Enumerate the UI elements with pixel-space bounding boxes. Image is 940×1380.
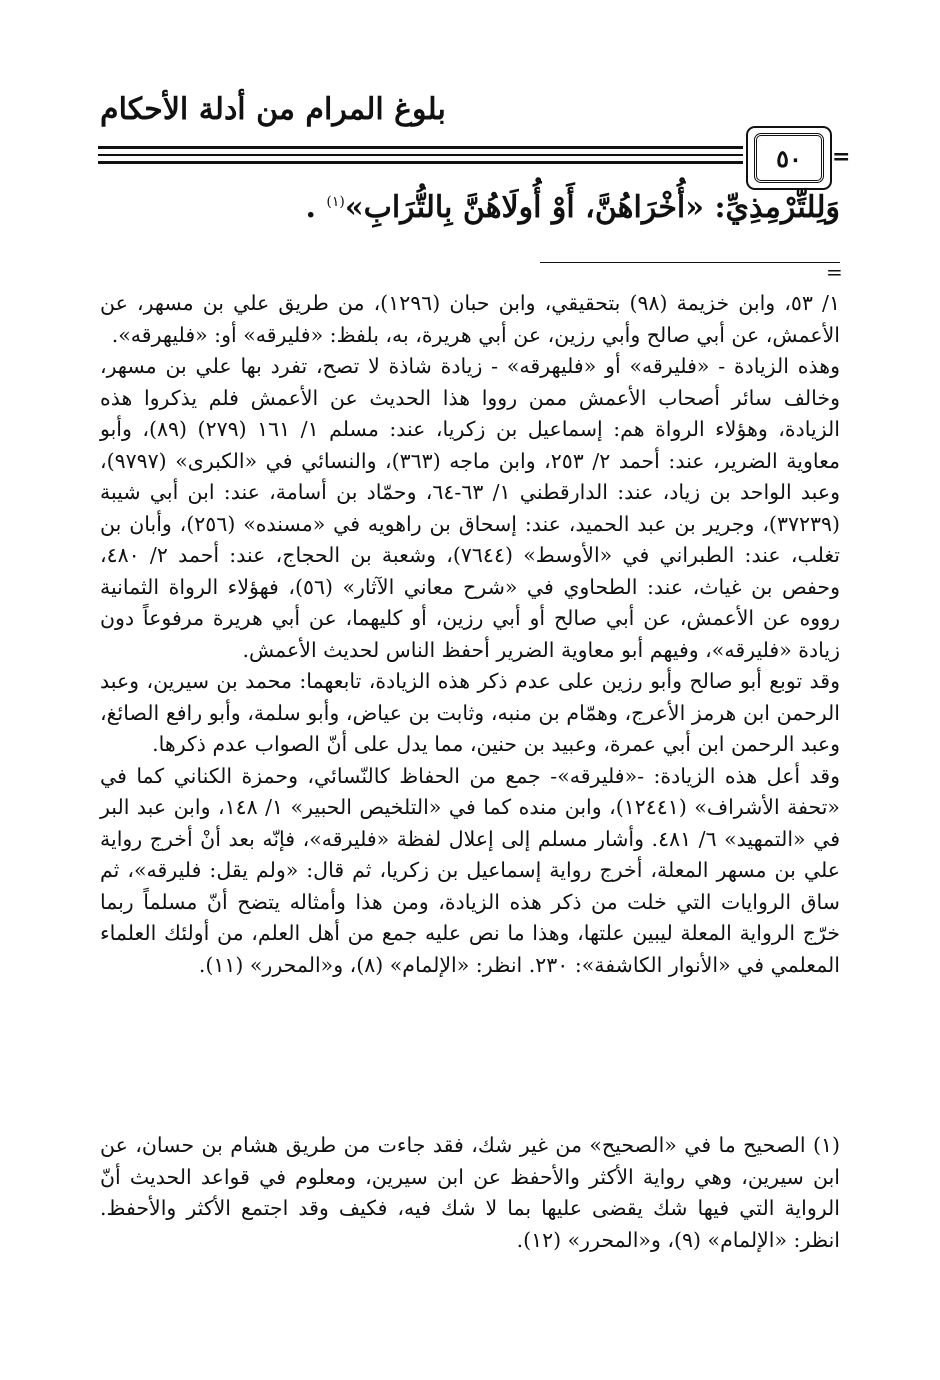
header-rule-thick-bottom [98,161,743,164]
page-number-frame [746,126,832,190]
footnote-separator [540,262,840,263]
hadith-end: . [305,190,316,225]
note-paragraph: وهذه الزيادة - «فليرقه» أو «فليهرقه» - زيادة شاذة لا تصح، تفرد بها علي بن مسهر، وخالف سائر أصحاب الأعمش ممن رووا هذا الحديث عن الأعمش فلم يذكروا هذه الزيادة، وهؤلاء الرواة هم: إسماعيل بن زكريا، عند: مسلم ١/ ١٦١ (٢٧٩) (٨٩)، وأبو معاوية الضرير، عند: أحمد ٢/ ٢٥٣، وابن ماجه (٣٦٣)، والنسائي في «الكبرى» (٩٧٩٧)، وعبد الواحد بن زياد، عند: الدارقطني ١/ ٦٣-٦٤، وحمّاد بن أسامة، عند: ابن أبي شيبة (٣٧٢٣٩)، وجرير بن عبد الحميد، عند: إسحاق بن راهويه في «مسنده» (٢٥٦)، وأبان بن تغلب، عند: الطبراني في «الأوسط» (٧٦٤٤)، وشعبة بن الحجاج، عند: أحمد ٢/ ٤٨٠، وحفص بن غياث، عند: الطحاوي في «شرح معاني الآثار» (٥٦)، فهؤلاء الرواة الثمانية رووه عن الأعمش، عن أبي صالح أو أبي رزين، أو كليهما، عن أبي هريرة مرفوعاً دون زيادة «فليرقه»، وفيهم أبو معاوية الضرير أحفظ الناس لحديث الأعمش. [100,354,841,662]
continued-footnote-block [100,288,840,981]
hadith-body: وَلِلتِّرْمِذِيِّ: «أُخْرَاهُنَّ، أَوْ أُولَاهُنَّ بِالتُّرَابِ» [344,190,840,225]
footnote-1 [100,1130,840,1256]
hadith-text [305,190,840,225]
header-rule-thick-top [98,146,743,149]
hadith-footnote-marker: (١) [326,194,345,210]
running-header-title: بلوغ المرام من أدلة الأحكام [100,92,446,127]
header-rule-band [98,126,851,188]
footnote-separator-mark: = [826,260,843,284]
note-paragraph: وقد أعل هذه الزيادة: -«فليرقه»- جمع من الحفاظ كالنّسائي، وحمزة الكناني كما في «تحفة الأشراف» (١٢٤٤١)، وابن منده كما في «التلخيص الحبير» ١/ ١٤٨، وابن عبد البر في «التمهيد» ٦/ ٤٨١. وأشار مسلم إلى إعلال لفظة «فليرقه»، فإنّه بعد أنْ أخرج رواية علي بن مسهر المعلة، أخرج رواية إسماعيل بن زكريا، ثم قال: «ولم يقل: فليرقه»، ثم ساق الروايات التي خلت من ذكر هذه الزيادة، ومن هذا وأمثاله يتضح أنّ مسلماً ربما خرّج الرواية المعلة ليبين علتها، وهذا ما نص عليه جمع من أهل العلم، من أولئك العلماء المعلمي في «الأنوار الكاشفة»: ٢٣٠. انظر: «الإلمام» (٨)، و«المحرر» (١١). [100,763,840,977]
note-paragraph: ١/ ٥٣، وابن خزيمة (٩٨) بتحقيقي، وابن حبان (١٢٩٦)، من طريق علي بن مسهر، عن الأعمش، عن أبي صالح وأبي رزين، عن أبي هريرة، به، بلفظ: «فليرقه» أو: «فليهرقه». [100,291,840,347]
footnote-text: الصحيح ما في «الصحيح» من غير شك، فقد جاءت من طريق هشام بن حسان، عن ابن سيرين، وهي رواية الأكثر والأحفظ عن ابن سيرين، ومعلوم في قواعد الحديث أنّ الرواية التي فيها شك يقضى عليها بما لا شك فيه، فكيف وقد اجتمع الأكثر والأحفظ. انظر: «الإلمام» (٩)، و«المحرر» (١٢). [100,1133,840,1252]
footnote-number: (١) [812,1133,840,1157]
footnote-paragraph [100,1130,840,1256]
header-rule-thin [98,154,743,156]
note-paragraph: وقد توبع أبو صالح وأبو رزين على عدم ذكر هذه الزيادة، تابعهما: محمد بن سيرين، وعبد الرحمن ابن هرمز الأعرج، وهمّام بن منبه، وثابت بن عياض، وأبو سلمة، وأبو رافع الصائغ، وعبد الرحمن ابن أبي عمرة، وعبيد بن حنين، مما يدل على أنّ الصواب عدم ذكرها. [100,669,840,756]
page-number: ٥٠ [754,133,824,183]
ornament-mark: = [832,144,851,170]
